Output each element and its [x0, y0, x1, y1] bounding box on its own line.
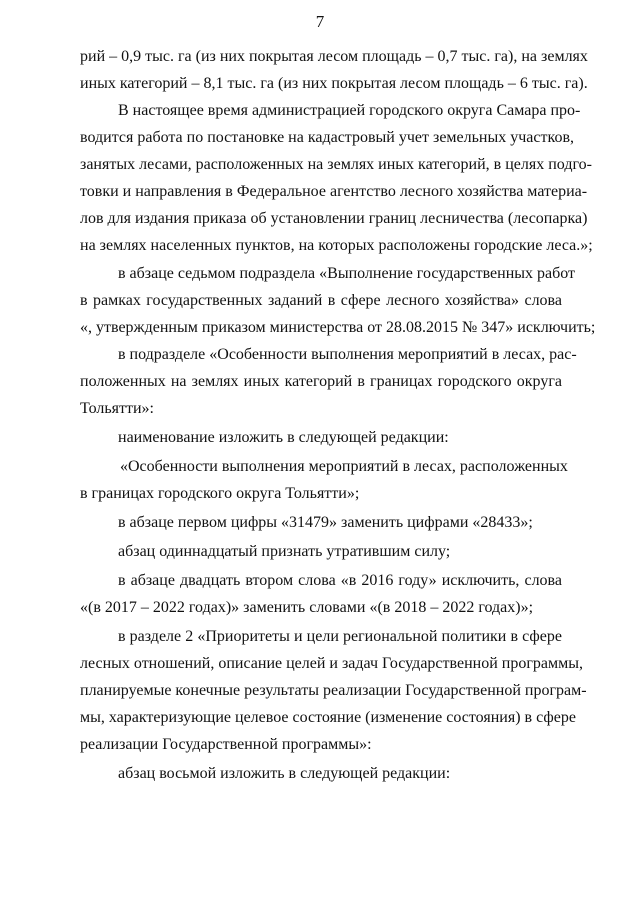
text-line: мы, характеризующие целевое состояние (изменение состояния) в сфере: [80, 709, 576, 726]
text-line: абзац одиннадцатый признать утратившим силу;: [118, 543, 451, 560]
text-line: на землях населенных пунктов, на которых расположены городские леса.»;: [80, 237, 593, 254]
text-line: наименование изложить в следующей редакции:: [118, 429, 449, 446]
text-line: товки и направления в Федеральное агентство лесного хозяйства материа-: [80, 183, 588, 200]
text-line: в подразделе «Особенности выполнения мероприятий в лесах, рас-: [118, 346, 577, 363]
text-line: Тольятти»:: [80, 400, 154, 417]
text-line: рий – 0,9 тыс. га (из них покрытая лесом площадь – 0,7 тыс. га), на землях: [80, 48, 588, 65]
text-line: в абзаце первом цифры «31479» заменить цифрами «28433»;: [118, 514, 533, 531]
text-line: В настоящее время администрацией городского округа Самара про-: [118, 102, 581, 119]
text-line: в абзаце двадцать втором слова «в 2016 году» исключить, слова: [118, 572, 562, 589]
text-line: иных категорий – 8,1 тыс. га (из них покрытая лесом площадь – 6 тыс. га).: [80, 75, 588, 92]
text-line: в рамках государственных заданий в сфере лесного хозяйства» слова: [80, 292, 562, 309]
page-number: 7: [315, 12, 325, 31]
text-line: занятых лесами, расположенных на землях иных категорий, в целях подго-: [80, 156, 592, 173]
text-line: в разделе 2 «Приоритеты и цели региональной политики в сфере: [118, 628, 562, 645]
text-line: абзац восьмой изложить в следующей редакции:: [118, 765, 451, 782]
text-line: лесных отношений, описание целей и задач Государственной программы,: [80, 655, 583, 672]
text-line: водится работа по постановке на кадастровый учет земельных участков,: [80, 129, 574, 146]
text-line: в абзаце седьмом подраздела «Выполнение государственных работ: [118, 265, 576, 282]
text-line: «(в 2017 – 2022 годах)» заменить словами «(в 2018 – 2022 годах)»;: [80, 599, 534, 616]
text-line: реализации Государственной программы»:: [80, 736, 372, 753]
text-line: «Особенности выполнения мероприятий в лесах, расположенных: [120, 458, 568, 475]
text-line: в границах городского округа Тольятти»;: [80, 485, 360, 502]
text-line: планируемые конечные результаты реализации Государственной програм-: [80, 682, 587, 699]
text-line: положенных на землях иных категорий в границах городского округа: [80, 373, 562, 390]
text-line: лов для издания приказа об установлении границ лесничества (лесопарка): [80, 210, 588, 227]
text-line: «, утвержденным приказом министерства от 28.08.2015 № 347» исключить;: [80, 319, 596, 336]
